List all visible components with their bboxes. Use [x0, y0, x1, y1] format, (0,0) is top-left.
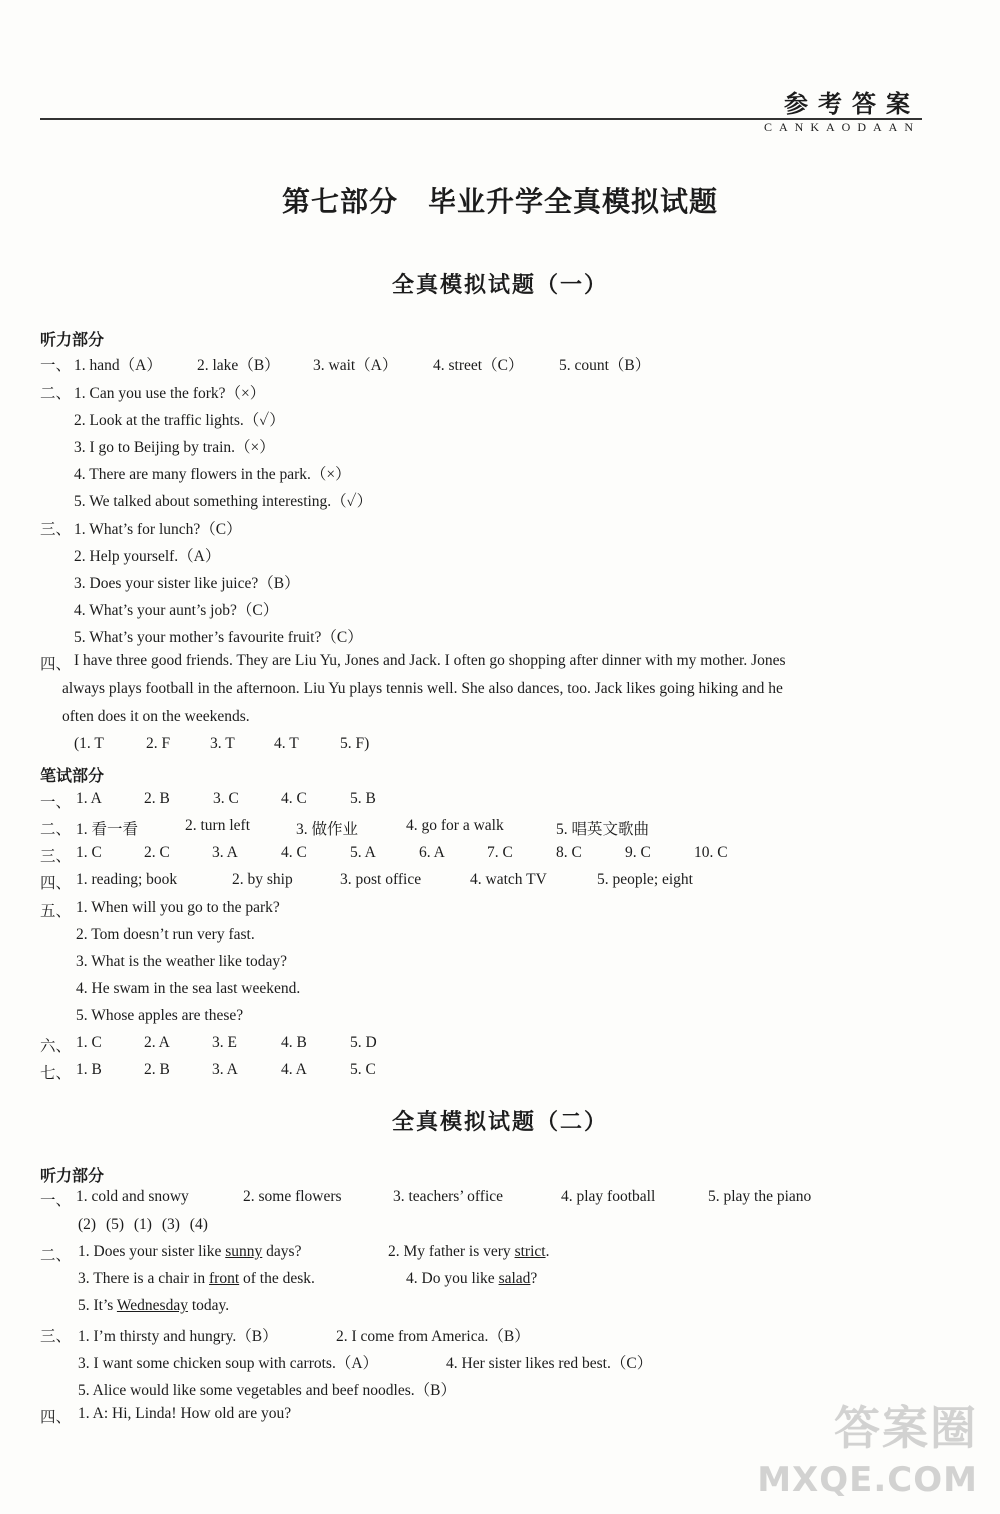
- answer-item: 3. A: [212, 1061, 238, 1078]
- answer-item: 4. C: [281, 844, 307, 861]
- answer-item: 3. I go to Beijing by train.（×）: [74, 439, 275, 456]
- test1-listening-label: 听力部分: [40, 330, 105, 349]
- t1-w5-num: 五、: [40, 903, 72, 920]
- answer-item: 2. B: [144, 1061, 170, 1078]
- t1-l2-num: 二、: [40, 385, 72, 402]
- test2-title: 全真模拟试题（二）: [391, 1109, 608, 1135]
- answer-item: 6. A: [419, 844, 445, 861]
- answer-item: 2. C: [144, 844, 170, 861]
- test2-listening-label: 听力部分: [40, 1166, 105, 1185]
- answer-item: 4. go for a walk: [406, 817, 504, 834]
- answer-item: 2. F: [146, 735, 171, 752]
- section-num: 一、: [40, 357, 72, 374]
- section-num: 一、: [40, 794, 72, 811]
- answer-item: 5. C: [350, 1061, 376, 1078]
- answer-item: 3. I want some chicken soup with carrots.（A）: [78, 1355, 379, 1372]
- answer-item: 2. by ship: [232, 871, 293, 888]
- header-subtitle: CANKAODAAN: [764, 120, 920, 134]
- answer-item: 1. cold and snowy: [76, 1188, 189, 1205]
- answer-item: 2. I come from America.（B）: [336, 1328, 530, 1345]
- section-num: 六、: [40, 1038, 72, 1055]
- answer-item: 4. Do you like salad?: [406, 1270, 538, 1287]
- answer-item: 1. Can you use the fork?（×）: [74, 385, 266, 402]
- answer-item: 4. watch TV: [470, 871, 547, 888]
- answer-item: 2. lake（B）: [197, 357, 280, 374]
- answer-item: 5. D: [350, 1034, 377, 1051]
- answer-item: 3. C: [213, 790, 239, 807]
- t2-l1-order: (2) (5) (1) (3) (4): [78, 1216, 208, 1233]
- answer-item: 1. I’m thirsty and hungry.（B）: [78, 1328, 278, 1345]
- answer-item: 3. Does your sister like juice?（B）: [74, 575, 300, 592]
- t2-l4-num: 四、: [40, 1409, 72, 1426]
- answer-item: 2. My father is very strict.: [388, 1243, 550, 1260]
- t2-l3-num: 三、: [40, 1328, 72, 1345]
- section-num: 三、: [40, 848, 72, 865]
- answer-item: 3. What is the weather like today?: [76, 953, 288, 970]
- part-title: [0, 180, 1000, 220]
- answer-item: 1. Does your sister like sunny days?: [78, 1243, 302, 1260]
- answer-item: 4. There are many flowers in the park.（×）: [74, 466, 351, 483]
- answer-item: 10. C: [694, 844, 728, 861]
- answer-item: 2. Tom doesn’t run very fast.: [76, 926, 255, 943]
- answer-item: 1. C: [76, 1034, 102, 1051]
- underlined-word: strict: [514, 1243, 546, 1260]
- t2-l2-num: 二、: [40, 1247, 72, 1264]
- passage-line: often does it on the weekends.: [62, 708, 250, 725]
- answer-item: 5. F): [340, 735, 370, 752]
- answer-item: 4. C: [281, 790, 307, 807]
- answer-item: 2. B: [144, 790, 170, 807]
- answer-item: 3. E: [212, 1034, 237, 1051]
- answer-item: 2. Look at the traffic lights.（✓）: [74, 412, 285, 429]
- answer-item: 5. What’s your mother’s favourite fruit?（C）: [74, 629, 363, 646]
- answer-item: 5. 唱英文歌曲: [556, 821, 650, 838]
- answer-item: 1. When will you go to the park?: [76, 899, 280, 916]
- answer-item: 4. What’s your aunt’s job?（C）: [74, 602, 279, 619]
- answer-item: 4. Her sister likes red best.（C）: [446, 1355, 653, 1372]
- header-title: 参考答案: [784, 90, 920, 118]
- answer-item: 4. T: [274, 735, 299, 752]
- answer-item: 5. We talked about something interesting.（✓）: [74, 493, 373, 510]
- answer-item: 3. 做作业: [296, 821, 359, 838]
- watermark-logo: [708, 1384, 988, 1504]
- answer-item: 4. He swam in the sea last weekend.: [76, 980, 301, 997]
- answer-item: 3. T: [210, 735, 235, 752]
- t1-l3-num: 三、: [40, 521, 72, 538]
- answer-item: 4. A: [281, 1061, 307, 1078]
- section-num: 一、: [40, 1192, 72, 1209]
- answer-item: 9. C: [625, 844, 651, 861]
- answer-item: 1. hand（A）: [74, 357, 162, 374]
- answer-item: 1. What’s for lunch?（C）: [74, 521, 242, 538]
- answer-item: 5. count（B）: [559, 357, 651, 374]
- answer-item: 1. 看一看: [76, 821, 139, 838]
- answer-item: 2. some flowers: [243, 1188, 342, 1205]
- answer-item: 4. play football: [561, 1188, 656, 1205]
- answer-item: 2. A: [144, 1034, 170, 1051]
- answer-item: 5. B: [350, 790, 376, 807]
- answer-item: 3. wait（A）: [313, 357, 398, 374]
- answer-item: (1. T: [74, 735, 104, 752]
- answer-item: 3. There is a chair in front of the desk.: [78, 1270, 315, 1287]
- answer-item: 2. Help yourself.（A）: [74, 548, 221, 565]
- answer-item: 4. B: [281, 1034, 307, 1051]
- answer-item: 1. A: [76, 790, 102, 807]
- underlined-word: Wednesday: [116, 1297, 188, 1314]
- underlined-word: sunny: [225, 1243, 263, 1260]
- answer-item: 5. It’s Wednesday today.: [78, 1297, 230, 1314]
- answer-item: 5. Whose apples are these?: [76, 1007, 244, 1024]
- part-name: 毕业升学全真模拟试题: [428, 185, 719, 218]
- answer-item: 3. post office: [340, 871, 422, 888]
- test1-written-label: 笔试部分: [40, 766, 105, 785]
- watermark-text: 答案圈: [834, 1401, 978, 1455]
- answer-item: 5. A: [350, 844, 376, 861]
- test1-title: 全真模拟试题（一）: [391, 272, 608, 298]
- answer-item: 5. play the piano: [708, 1188, 812, 1205]
- answer-item: 2. turn left: [185, 817, 250, 834]
- passage-line: I have three good friends. They are Liu Yu, Jones and Jack. I often go shopping after dinner with my mother. Jones: [74, 652, 786, 669]
- answer-item: 8. C: [556, 844, 582, 861]
- passage-line: always plays football in the afternoon. Liu Yu plays tennis well. She also dances, too. Jack likes going hiking and he: [62, 680, 783, 697]
- answer-item: 1. C: [76, 844, 102, 861]
- answer-item: 7. C: [487, 844, 513, 861]
- underlined-word: salad: [498, 1270, 531, 1287]
- section-num: 二、: [40, 821, 72, 838]
- answer-item: 1. B: [76, 1061, 102, 1078]
- underlined-word: front: [209, 1270, 240, 1287]
- part-number: 第七部分: [281, 185, 398, 218]
- section-num: 七、: [40, 1065, 72, 1082]
- watermark-url: MXQE.COM: [757, 1460, 978, 1500]
- answer-item: 5. Alice would like some vegetables and beef noodles.（B）: [78, 1382, 456, 1399]
- answer-item: 4. street（C）: [433, 357, 524, 374]
- section-num: 四、: [40, 875, 72, 892]
- answer-item: 5. people; eight: [597, 871, 693, 888]
- answer-item: 3. A: [212, 844, 238, 861]
- t1-l4-num: 四、: [40, 656, 72, 673]
- answer-item: 1. A: Hi, Linda! How old are you?: [78, 1405, 292, 1422]
- answer-item: 1. reading; book: [76, 871, 178, 888]
- answer-item: 3. teachers’ office: [393, 1188, 504, 1205]
